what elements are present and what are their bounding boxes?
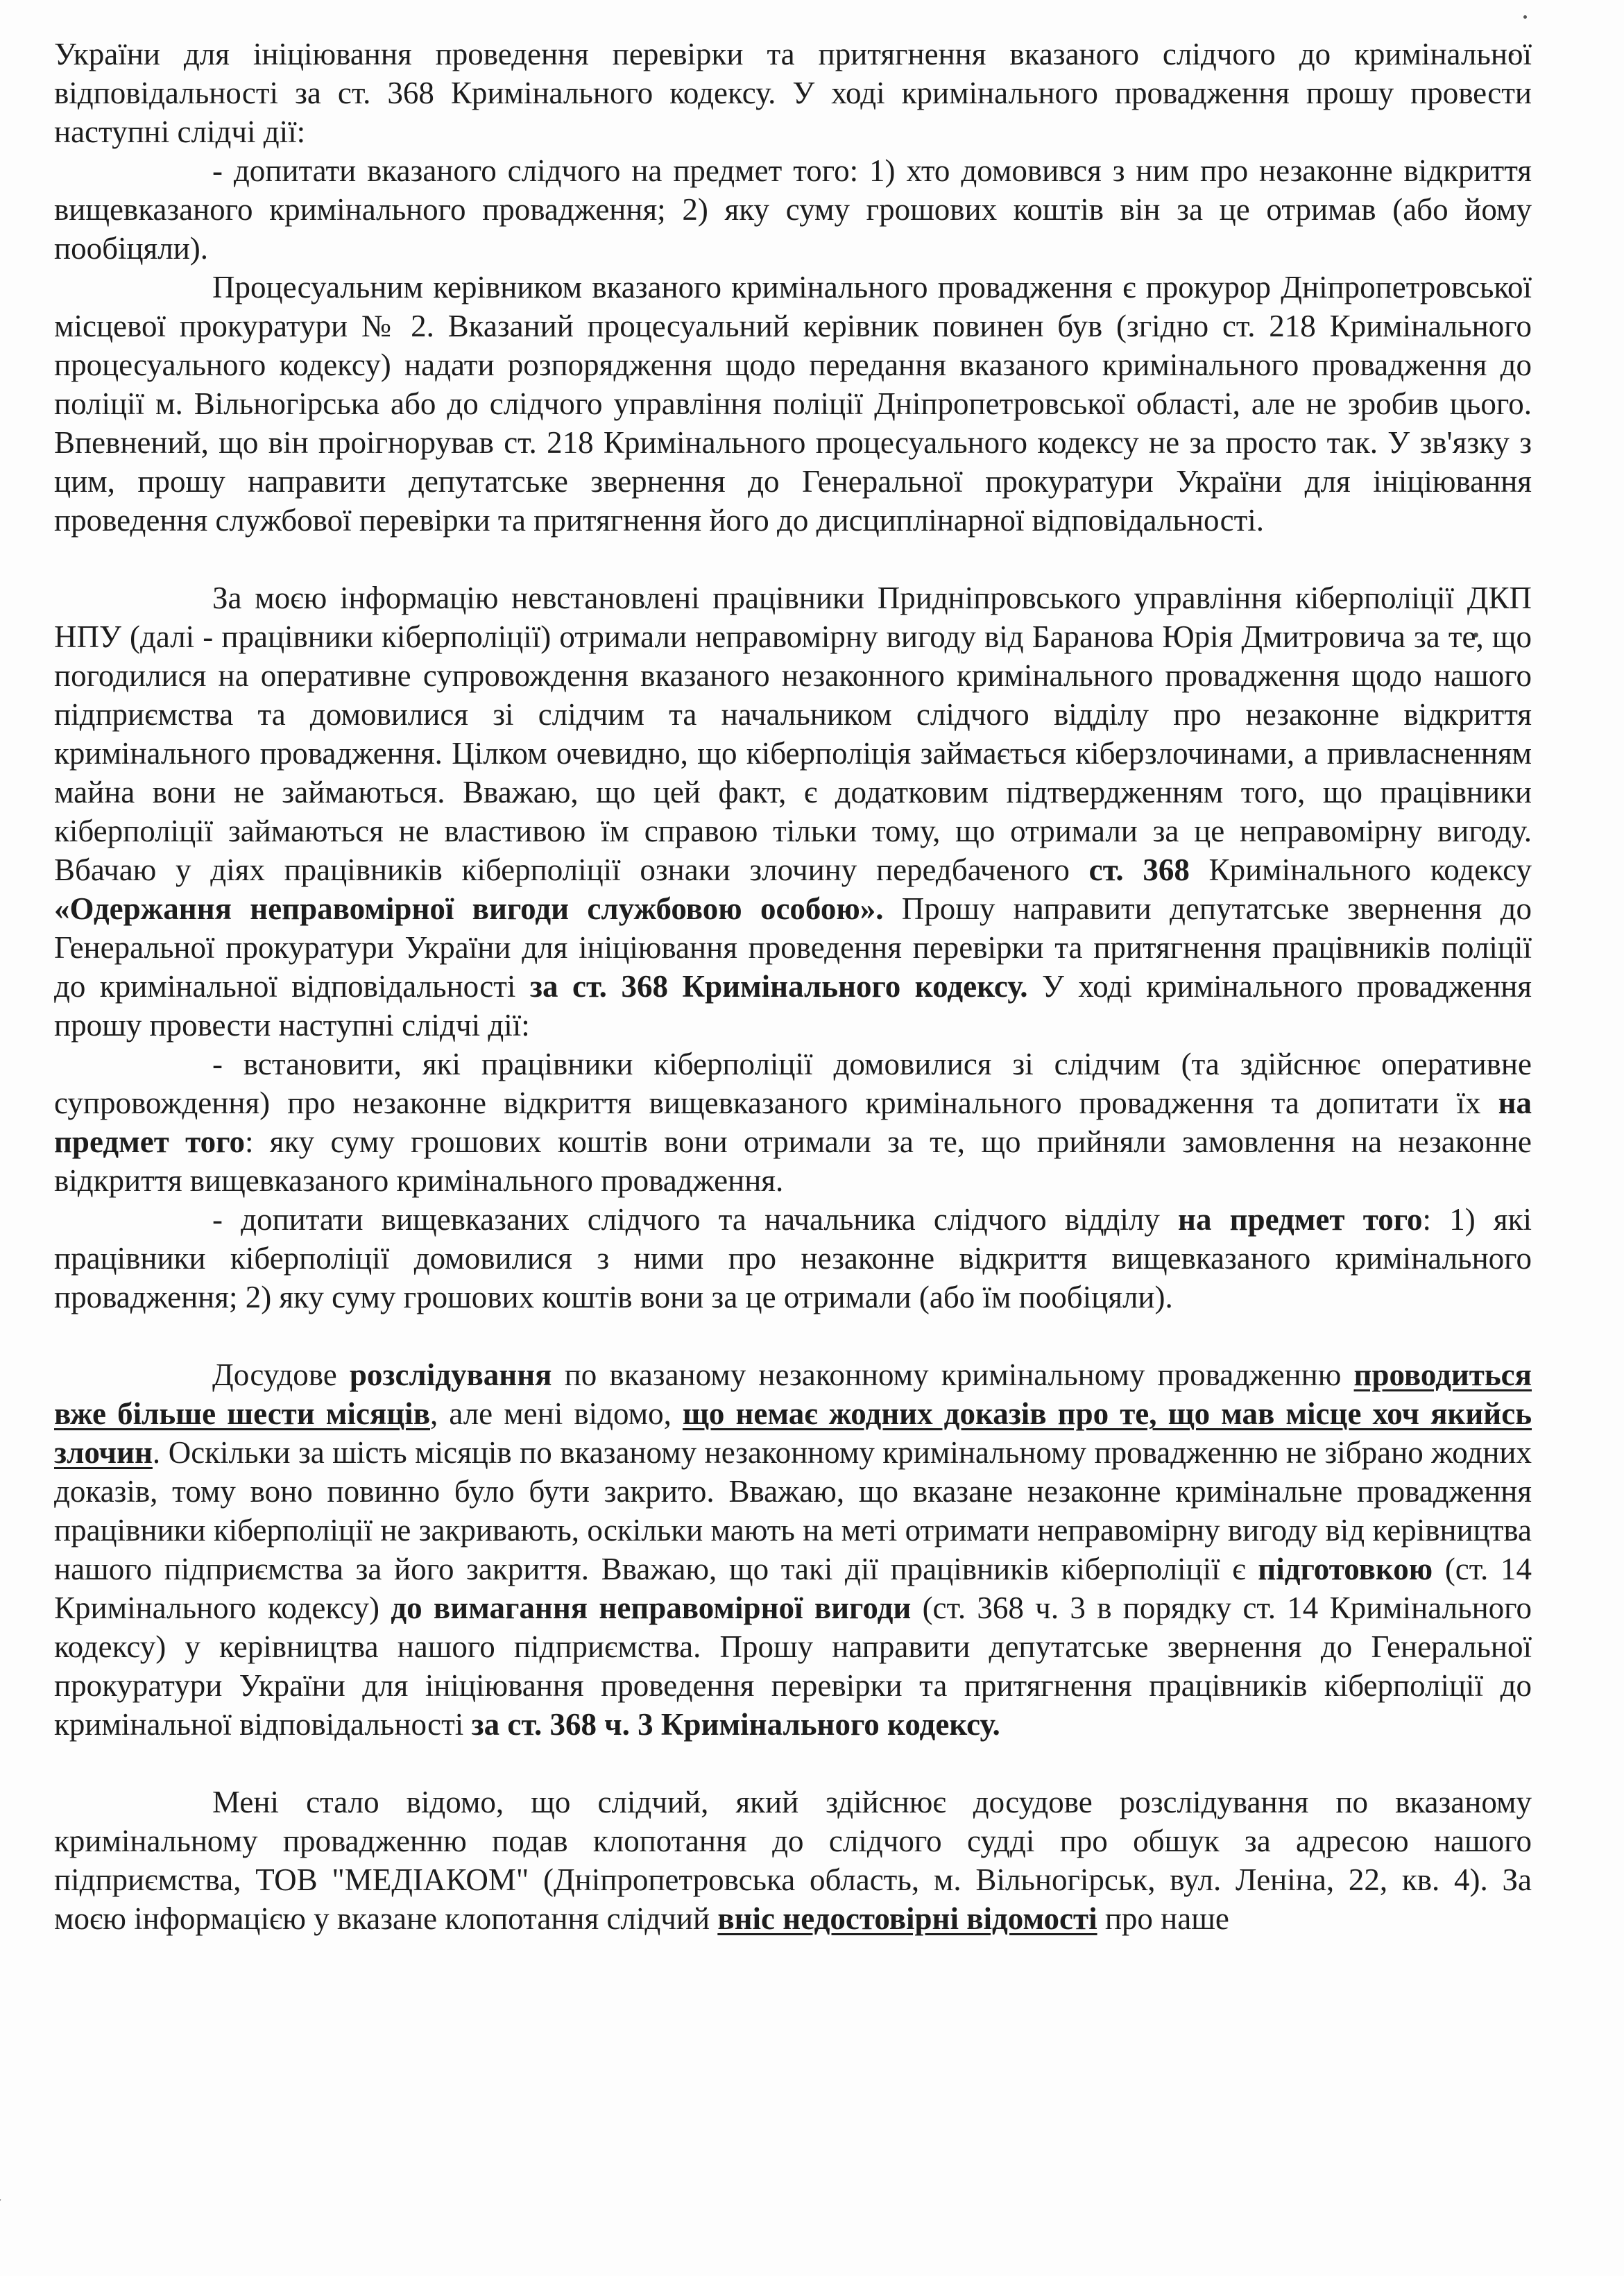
bold-text: за ст. 368 ч. 3 Кримінального кодексу. — [471, 1707, 1000, 1742]
paragraph-2-list-item — [54, 151, 1532, 268]
paragraph-1 — [54, 35, 1532, 151]
bold-text: на предмет того — [54, 1086, 1532, 1159]
paragraph-8 — [54, 1783, 1532, 1938]
paragraph-6-list-item — [54, 1200, 1532, 1317]
bold-text: ст. 368 — [1088, 852, 1190, 887]
bold-text: «Одержання неправомірної вигоди службовою особою». — [54, 891, 884, 926]
bold-text: за ст. 368 Кримінального кодексу. — [529, 969, 1028, 1004]
bold-underlined-text: що немає жодних доказів про те, що мав місце хоч якийсь злочин — [54, 1396, 1532, 1470]
paragraph-text: - встановити, які працівники кіберполіції домовилися зі слідчим (та здійснює оперативне супровождення) про незаконне відкриття вищевказаного кримінального провадження та допитати їх — [54, 1047, 1532, 1120]
document-body — [54, 35, 1532, 1938]
paragraph-text: - допитати вищевказаних слідчого та начальника слідчого відділу — [212, 1202, 1179, 1237]
paragraph-text: по вказаному незаконному кримінальному провадженню — [552, 1357, 1354, 1392]
paragraph-text: . Оскільки за шість місяців по вказаному незаконному кримінальному провадженню не зібрано жодних доказів, тому воно повинно було бути закрито. Вважаю, що вказане незаконне кримінальне провадження працівники кіберполіції не закривають, оскільки мають на меті отримати неправомірну вигоду від керівництва нашого підприємства за його закриття. Вважаю, що такі дії працівників кіберполіції є — [54, 1435, 1532, 1586]
paragraph-7 — [54, 1355, 1532, 1744]
bold-underlined-text: проводиться вже більше шести місяців — [54, 1357, 1532, 1431]
bold-text: на предмет того — [1178, 1202, 1423, 1237]
paragraph-text: Кримінального кодексу — [1189, 852, 1532, 887]
bold-text: до вимагання неправомірної вигоди — [391, 1591, 912, 1625]
paragraph-text: У ході кримінального провадження прошу провести наступні слідчі дії: — [54, 969, 1532, 1043]
scan-speck — [1523, 15, 1527, 19]
scan-corner-mark — [0, 2199, 34, 2280]
paragraph-3 — [54, 268, 1532, 540]
paragraph-4 — [54, 578, 1532, 1045]
paragraph-text: Процесуальним керівником вказаного кримінального провадження є прокурор Дніпропетровської місцевої прокуратури № 2. Вказаний процесуальний керівник повинен був (згідно ст. 218 Кримінального процесуального кодексу) надати розпорядження щодо передання вказаного кримінального провадження до поліції м. Вільногірська або до слідчого управління поліції Дніпропетровської області, але не зробив цього. Впевнений, що він проігнорував ст. 218 Кримінального процесуального кодексу не за просто так. У зв'язку з цим, прошу направити депутатське звернення до Генеральної прокуратури України для ініціювання проведення службової перевірки та притягнення його до дисциплінарної відповідальності. — [54, 270, 1532, 538]
paragraph-text: (ст. 368 ч. 3 в порядку ст. 14 Кримінального кодексу) у керівництва нашого підприємства. Прошу направити депутатське звернення до Генеральної прокуратури України для ініціювання проведення перевірки та притягнення працівників кіберполіції до кримінальної відповідальності — [54, 1591, 1532, 1742]
paragraph-text: Прошу направити депутатське звернення до Генеральної прокуратури України для ініціювання проведення перевірки та притягнення працівників поліції до кримінальної відповідальності — [54, 891, 1532, 1004]
bold-underlined-text: вніс недостовірні відомості — [717, 1901, 1097, 1936]
paragraph-text: Досудове — [212, 1357, 350, 1392]
paragraph-text: , але мені відомо, — [430, 1396, 683, 1431]
bold-text: розслідування — [349, 1357, 552, 1392]
bold-text: підготовкою — [1258, 1552, 1433, 1586]
paragraph-text: про наше — [1097, 1901, 1229, 1936]
paragraph-text: (ст. 14 Кримінального кодексу) — [54, 1552, 1532, 1625]
paragraph-text: За моєю інформацію невстановлені працівники Придніпровського управління кіберполіції ДКП НПУ (далі - працівники кіберполіції) отримали неправомірну вигоду від Баранова Юрія Дмитровича за те, що погодилися на оперативне супровождення вказаного незаконного кримінального провадження щодо нашого підприємства та домовилися зі слідчим та начальником слідчого відділу про незаконне відкриття кримінального провадження. Цілком очевидно, що кіберполіція займається кіберзлочинами, а привласненням майна вони не займаються. Вважаю, що цей факт, є додатковим підтвердженням того, що працівники кіберполіції займаються не властивою їм справою тільки тому, що отримали за це неправомірну вигоду. Вбачаю у діях працівників кіберполіції ознаки злочину передбаченого — [54, 581, 1532, 887]
paragraph-text: : 1) які працівники кіберполіції домовилися з ними про незаконне відкриття вищевказаного кримінального провадження; 2) яку суму грошових коштів вони за це отримали (або їм пообіцяли). — [54, 1202, 1532, 1314]
paragraph-text: Мені стало відомо, що слідчий, який здійснює досудове розслідування по вказаному кримінальному провадженню подав клопотання до слідчого судді про обшук за адресою нашого підприємства, ТОВ "МЕДІАКОМ" (Дніпропетровська область, м. Вільногірськ, вул. Леніна, 22, кв. 4). За моєю інформацією у вказане клопотання слідчий — [54, 1785, 1532, 1936]
paragraph-5-list-item — [54, 1045, 1532, 1200]
paragraph-text: - допитати вказаного слідчого на предмет того: 1) хто домовився з ним про незаконне відкриття вищевказаного кримінального провадження; 2) яку суму грошових коштів він за це отримав (або йому пообіцяли). — [54, 153, 1532, 266]
paragraph-text: України для ініціювання проведення перевірки та притягнення вказаного слідчого до кримінальної відповідальності за ст. 368 Кримінального кодексу. У ході кримінального провадження прошу провести наступні слідчі дії: — [54, 37, 1532, 149]
paragraph-text: : яку суму грошових коштів вони отримали за те, що прийняли замовлення на незаконне відкриття вищевказаного кримінального провадження. — [54, 1124, 1532, 1198]
